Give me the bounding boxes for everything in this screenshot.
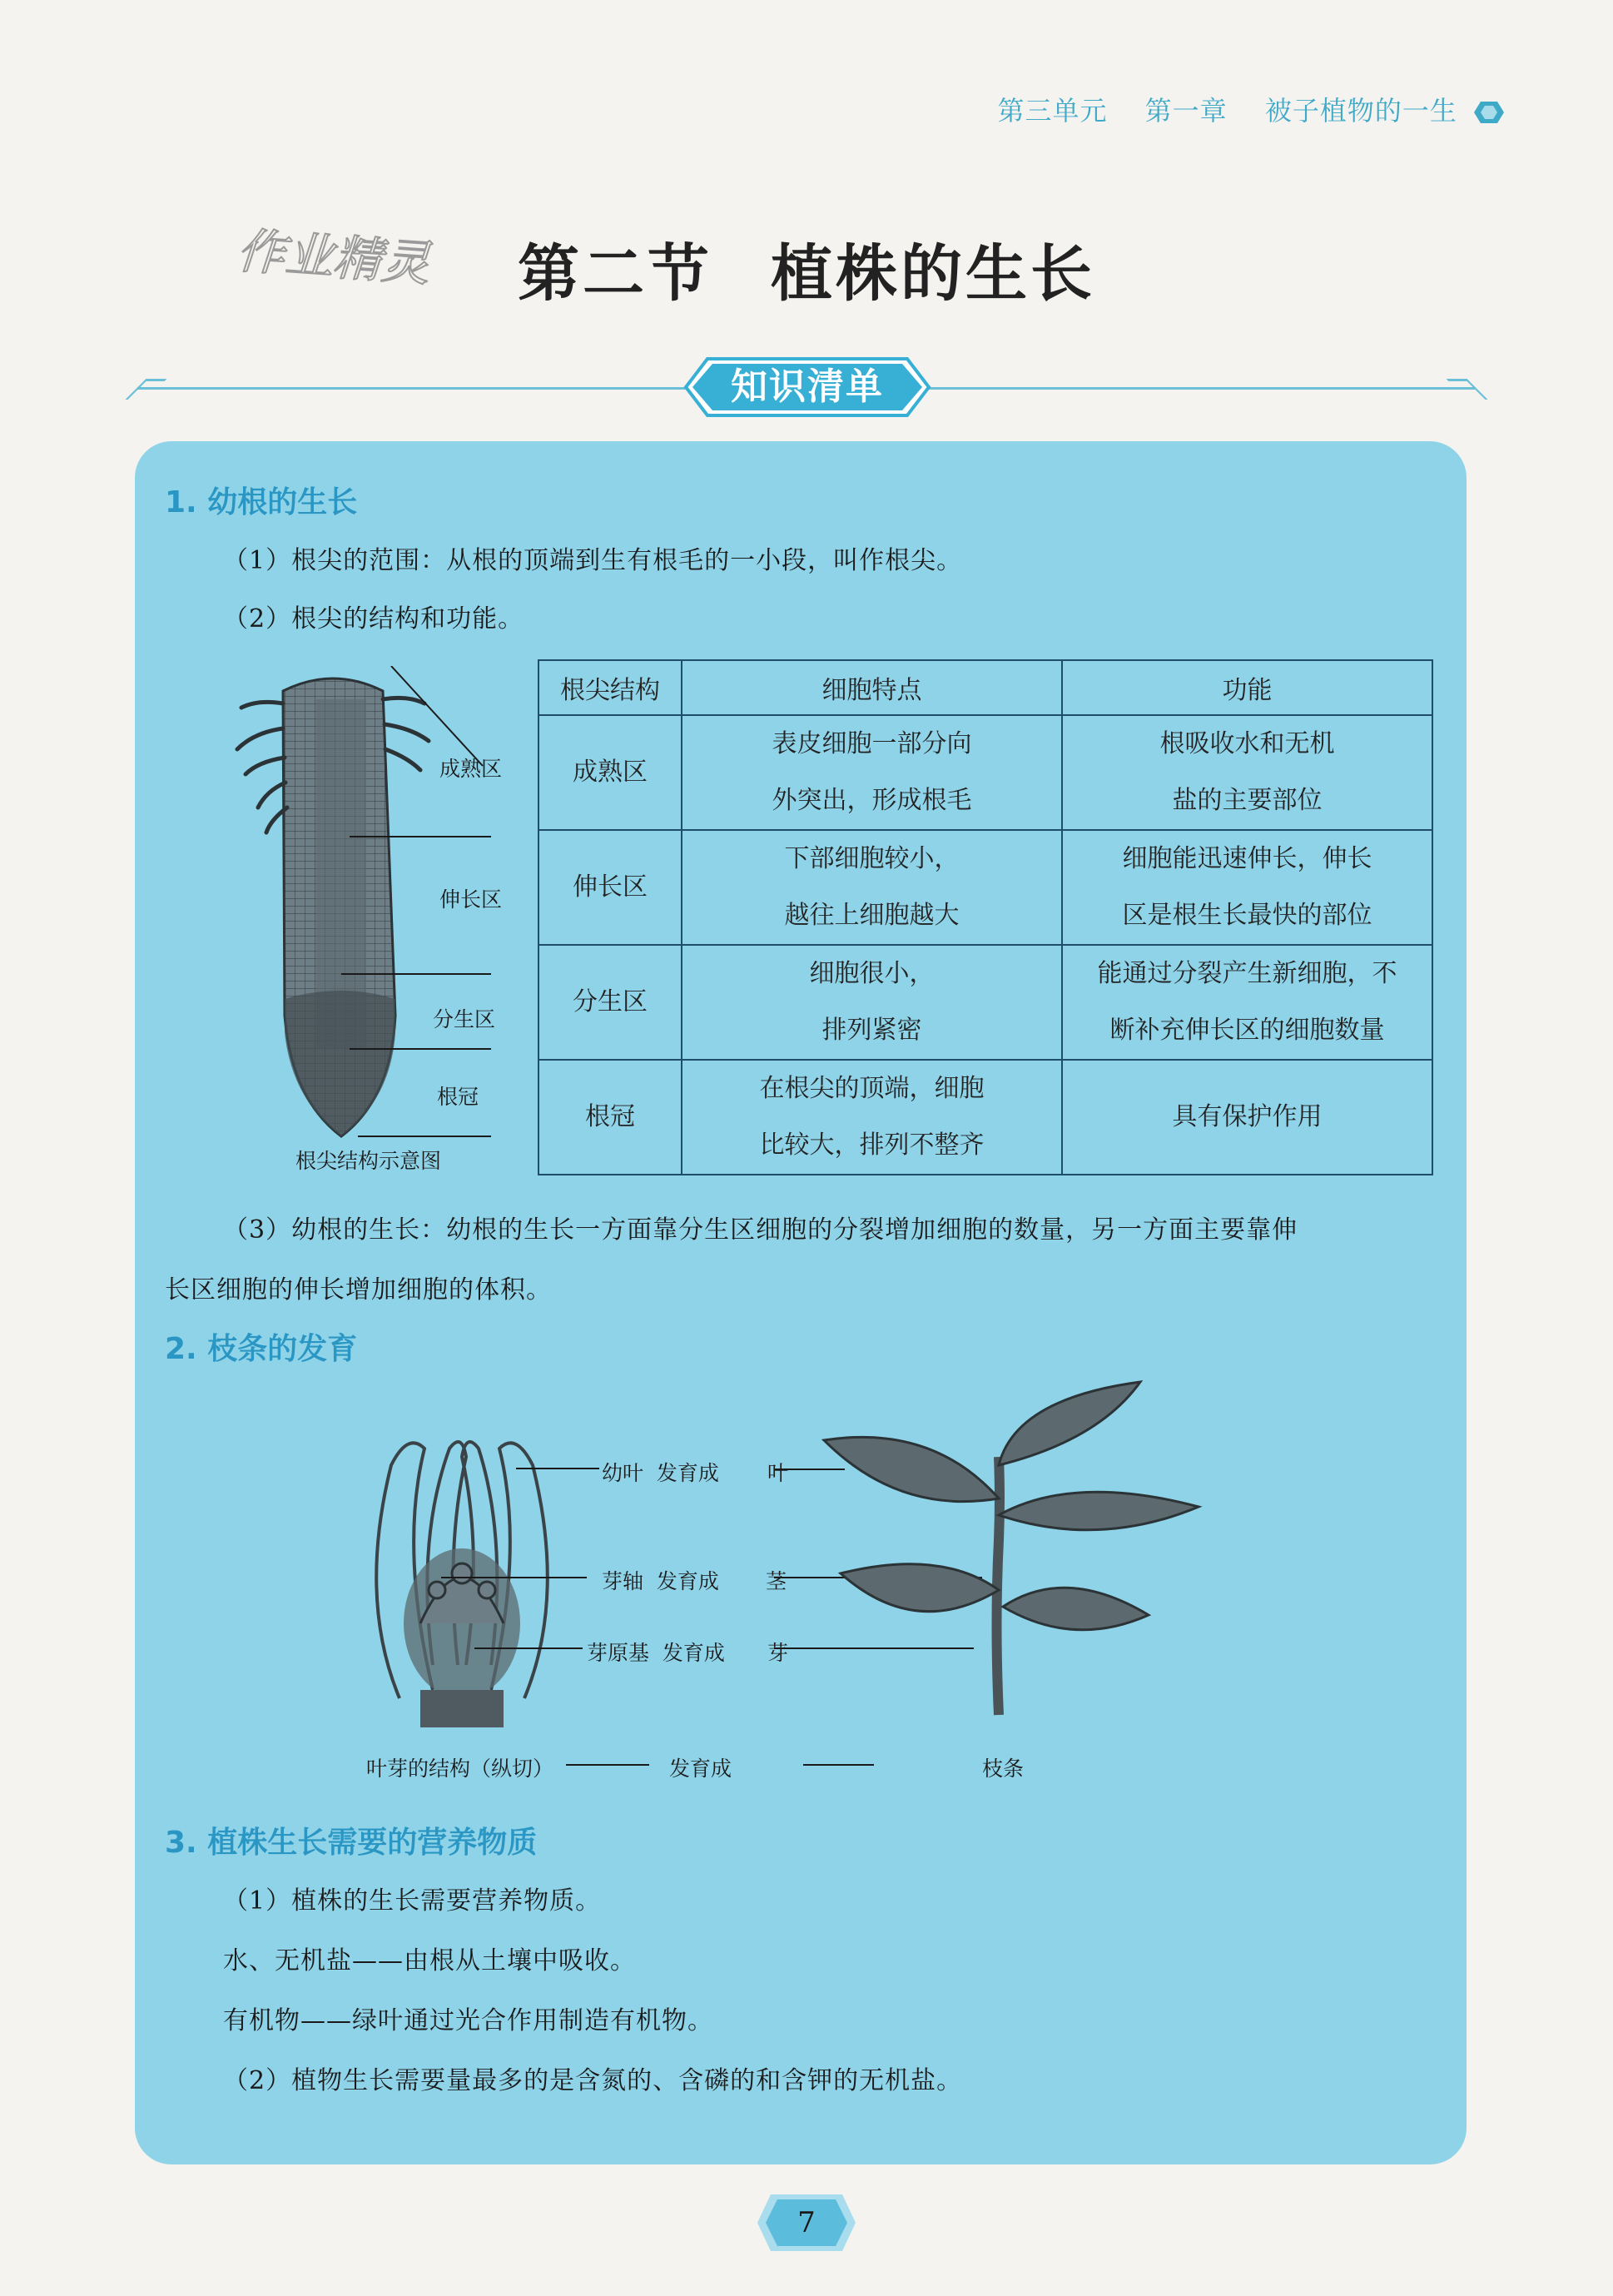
unit-label: 第三单元 xyxy=(997,95,1108,127)
section3-title: 3. 植株生长需要的营养物质 xyxy=(165,1826,538,1860)
develop-text: 发育成 xyxy=(656,1461,719,1485)
cell-line: 外突出，形成根毛 xyxy=(772,786,972,815)
cell-feature xyxy=(682,945,1062,1060)
cell-feature xyxy=(682,715,1062,830)
root-tip-caption: 根尖结构示意图 xyxy=(295,1149,442,1173)
page-number-text: 7 xyxy=(797,2206,816,2239)
root-tip-table xyxy=(538,659,1433,1175)
cell-function xyxy=(1062,715,1432,830)
table-header: 根尖结构 xyxy=(538,660,682,715)
label-branch: 枝条 xyxy=(982,1757,1025,1781)
section3-p4: （2）植物生长需要量最多的是含氮的、含磷的和含钾的无机盐。 xyxy=(223,2066,963,2095)
label-bud-primordium xyxy=(587,1637,725,1667)
develop-text: 发育成 xyxy=(662,1641,725,1665)
section3-p2: 水、无机盐——由根从土壤中吸收。 xyxy=(223,1946,636,1975)
label-bud: 芽 xyxy=(767,1641,789,1665)
page-title xyxy=(0,225,1613,313)
page-number xyxy=(756,2191,857,2254)
table-row xyxy=(538,830,1432,945)
section3-p3: 有机物——绿叶通过光合作用制造有机物。 xyxy=(223,2006,713,2035)
label-leaf: 叶 xyxy=(767,1461,789,1485)
banner-text: 知识清单 xyxy=(731,365,884,408)
cell-function xyxy=(1062,945,1432,1060)
label-young-leaf xyxy=(602,1457,719,1487)
cell-feature xyxy=(682,830,1062,945)
cell-line: 排列紧密 xyxy=(821,1016,922,1045)
cell-line: 断补充伸长区的细胞数量 xyxy=(1109,1016,1385,1045)
cell-structure: 伸长区 xyxy=(538,830,682,945)
cell-line: 细胞很小， xyxy=(809,959,935,988)
cell-line: 盐的主要部位 xyxy=(1172,786,1323,815)
table-header: 细胞特点 xyxy=(682,660,1062,715)
title-part1: 第二节 xyxy=(518,238,712,310)
label-root-cap: 根冠 xyxy=(437,1085,479,1109)
cell-line: 在根尖的顶端，细胞 xyxy=(759,1074,985,1103)
watermark-logo: 作业精灵 xyxy=(235,221,432,292)
bud-develop-label: 发育成 xyxy=(669,1757,732,1781)
yayuanji-text: 芽原基 xyxy=(587,1641,650,1665)
chapter-title: 被子植物的一生 xyxy=(1264,95,1457,127)
header-breadcrumb xyxy=(969,90,1505,128)
label-meristem-zone: 分生区 xyxy=(433,1007,496,1031)
table-row xyxy=(538,1060,1432,1175)
section1-p1: （1）根尖的范围：从根的顶端到生有根毛的一小段，叫作根尖。 xyxy=(223,546,963,575)
table-row xyxy=(538,945,1432,1060)
section1-p3-line2: 长区细胞的伸长增加细胞的体积。 xyxy=(165,1275,552,1305)
cell-structure: 成熟区 xyxy=(538,715,682,830)
cell-line: 表皮细胞一部分向 xyxy=(772,729,972,758)
title-part2: 植株的生长 xyxy=(771,238,1095,310)
cell-line: 能通过分裂产生新细胞，不 xyxy=(1097,959,1397,988)
section2-title: 2. 枝条的发育 xyxy=(165,1332,358,1366)
cell-line: 细胞能迅速伸长，伸长 xyxy=(1122,844,1372,873)
section1-title: 1. 幼根的生长 xyxy=(165,485,358,519)
branch-diagram xyxy=(749,1374,1215,1723)
cell-function xyxy=(1062,830,1432,945)
table-header-row xyxy=(538,660,1432,715)
develop-text: 发育成 xyxy=(656,1569,719,1593)
section-banner xyxy=(682,354,932,420)
cell-structure: 分生区 xyxy=(538,945,682,1060)
label-maturation-zone: 成熟区 xyxy=(439,757,503,781)
table-header: 功能 xyxy=(1062,660,1432,715)
section1-p3-line1: （3）幼根的生长：幼根的生长一方面靠分生区细胞的分裂增加细胞的数量，另一方面主要靠伸 xyxy=(223,1215,1298,1245)
cell-line: 下部细胞较小， xyxy=(784,844,960,873)
yazhou-text: 芽轴 xyxy=(602,1569,644,1593)
cell-line: 根吸收水和无机 xyxy=(1159,729,1335,758)
section1-p2: （2）根尖的结构和功能。 xyxy=(223,604,524,634)
label-bud-axis xyxy=(602,1565,719,1595)
bud-caption: 叶芽的结构（纵切） xyxy=(366,1757,554,1781)
cell-feature xyxy=(682,1060,1062,1175)
chapter-label: 第一章 xyxy=(1144,95,1228,127)
hexagon-icon xyxy=(1473,100,1505,125)
cell-line: 比较大，排列不整齐 xyxy=(759,1131,985,1160)
cell-line: 区是根生长最快的部位 xyxy=(1122,901,1372,930)
label-stem: 茎 xyxy=(766,1569,787,1593)
youye-text: 幼叶 xyxy=(602,1461,644,1485)
label-elongation-zone: 伸长区 xyxy=(439,887,503,912)
cell-line: 越往上细胞越大 xyxy=(784,901,960,930)
cell-structure: 根冠 xyxy=(538,1060,682,1175)
cell-function: 具有保护作用 xyxy=(1062,1060,1432,1175)
section3-p1: （1）植株的生长需要营养物质。 xyxy=(223,1886,602,1916)
table-row xyxy=(538,715,1432,830)
